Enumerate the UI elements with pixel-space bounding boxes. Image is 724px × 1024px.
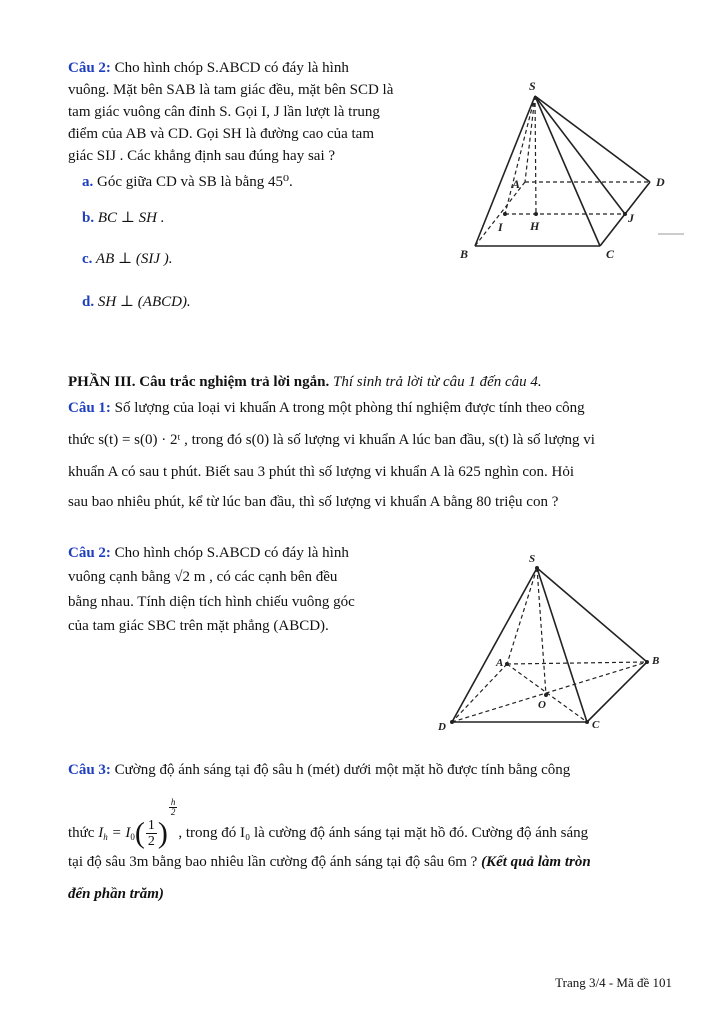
fig1-label-j: J [628,211,634,225]
part3-heading: PHẦN III. Câu trắc nghiệm trả lời ngắn. Thí sinh trả lời từ câu 1 đến câu 4. [68,374,542,390]
q3-line-4: đến phần trăm) [68,886,164,902]
q2b-line-3: bằng nhau. Tính diện tích hình chiếu vuông góc [68,594,355,610]
fig1-label-a: A [512,177,521,191]
q3-fraction: $\frac{1}{2}$ [147,818,155,850]
q2a-line-1: Câu 2: Cho hình chóp S.ABCD có đáy là hình [68,60,349,76]
pyramid-figure-2 [432,550,672,735]
q2b-line-2: vuông cạnh bằng √2 m , có các cạnh bên đều [68,569,338,585]
q1-line-4: sau bao nhiêu phút, kể từ lúc ban đầu, thì số lượng vi khuẩn A bằng 80 triệu con ? [68,494,559,510]
fig2-label-o: O [538,699,546,711]
q2a-line-2: vuông. Mặt bên SAB là tam giác đều, mặt bên SCD là [68,82,394,98]
fig2-label-a: A [496,657,504,669]
fig1-label-d: D [656,175,665,189]
q3-formula-line: thức $I_h = I_0$( $\frac{1}{2}$ ) $\frac{h}{2}$ , trong đó I₀ là cường độ ánh sáng tại mặt hồ đó. Cường độ ánh sáng [68,797,589,850]
q2a-option-d: d. SH ⊥ (ABCD). [82,294,191,310]
q2a-line-3: tam giác vuông cân đỉnh S. Gọi I, J lần lượt là trung [68,104,380,120]
q2a-option-c: c. AB ⊥ (SIJ ). [82,251,173,267]
fig1-label-h: H [530,219,540,233]
q3-line-3: tại độ sâu 3m bằng bao nhiêu lần cường độ ánh sáng tại độ sâu 6m ? (Kết quả làm tròn [68,854,591,870]
q1-line-3: khuẩn A có sau t phút. Biết sau 3 phút thì số lượng vi khuẩn A là 625 nghìn con. Hỏi [68,464,575,480]
q1-line-1: Câu 1: Số lượng của loại vi khuẩn A trong một phòng thí nghiệm được tính theo công [68,400,585,416]
q2a-option-a: a. Góc giữa CD và SB là bằng 45⁰. [82,174,293,190]
pyramid-figure-1 [450,78,690,268]
page-footer: Trang 3/4 - Mã đề 101 [555,975,672,990]
q2a-option-b: b. BC ⊥ SH . [82,210,165,226]
q1-label: Câu 1: [68,400,111,416]
q3-label: Câu 3: [68,762,111,778]
fig2-label-b: B [652,655,660,667]
fig1-label-s: S [529,79,536,93]
fig1-label-b: B [460,247,469,261]
q2a-label: Câu 2: [68,60,111,76]
fig2-label-d: D [438,721,446,733]
q3-line-1: Câu 3: Cường độ ánh sáng tại độ sâu h (mét) dưới một mặt hồ được tính bằng công [68,762,571,778]
q3-exponent: $\frac{h}{2}$ [170,797,176,817]
fig1-label-i: I [498,220,503,234]
q1-line-2: thức s(t) = s(0) · 2ᵗ , trong đó s(0) là số lượng vi khuẩn A lúc ban đầu, s(t) là số lượng vi [68,432,595,448]
q2b-line-4: của tam giác SBC trên mặt phẳng (ABCD). [68,618,329,634]
fig2-label-s: S [529,553,536,565]
fig2-label-c: C [592,719,600,731]
q2b-line-1: Câu 2: Cho hình chóp S.ABCD có đáy là hình [68,545,349,561]
q2a-line-5: giác SIJ . Các khẳng định sau đúng hay sai ? [68,148,336,164]
q2b-label: Câu 2: [68,545,111,561]
fig1-label-c: C [606,247,615,261]
q2a-line-4: điểm của AB và CD. Gọi SH là đường cao của tam [68,126,374,142]
